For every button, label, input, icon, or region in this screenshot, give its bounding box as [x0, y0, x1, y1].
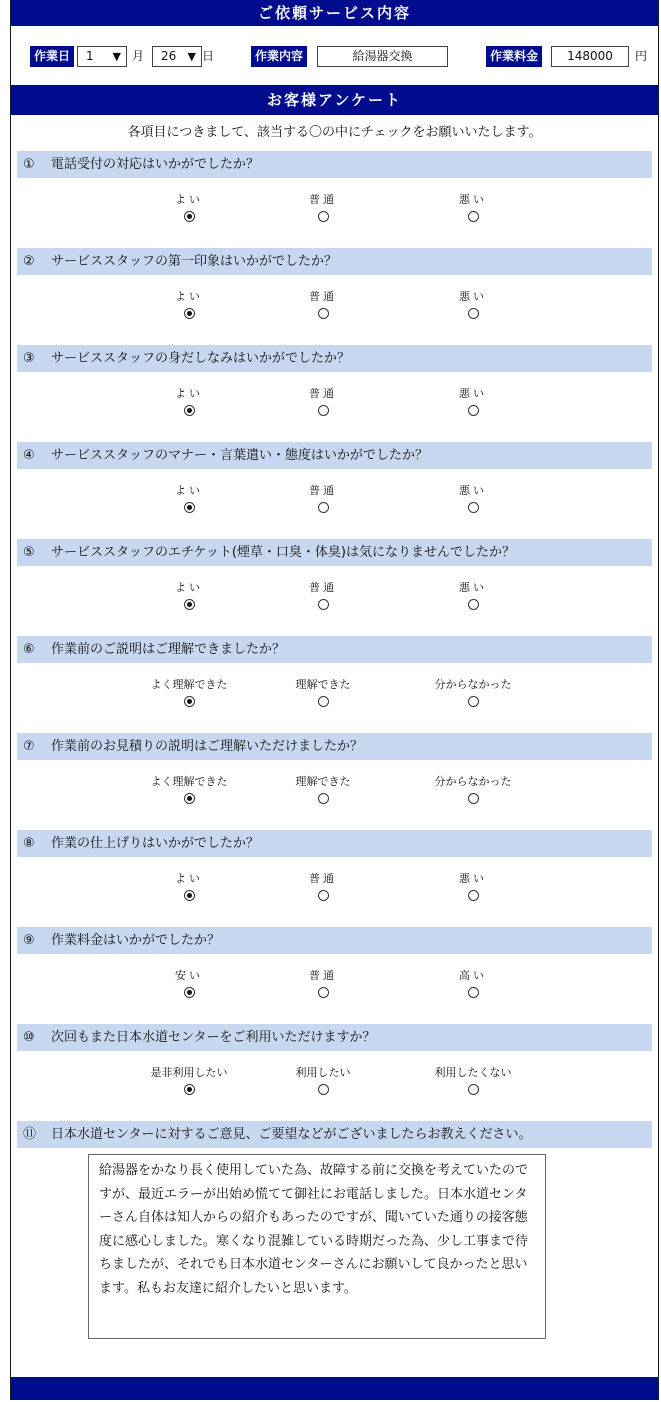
option-label: 普通	[309, 581, 337, 594]
survey-section-title: お客様アンケート	[11, 85, 658, 115]
work-content-field[interactable]: 給湯器交換	[317, 46, 448, 67]
question-number: ⑨	[23, 933, 35, 948]
option-label: 理解できた	[295, 775, 351, 788]
option-label: 普通	[309, 484, 337, 497]
question-1	[11, 151, 658, 248]
answer-option	[129, 678, 249, 711]
answer-option	[413, 775, 533, 808]
option-radio[interactable]	[318, 599, 329, 610]
option-label: 悪い	[459, 387, 487, 400]
question-5	[11, 539, 658, 636]
question-text: 作業前のお見積りの説明はご理解いただけましたか？	[51, 739, 364, 754]
question-9	[11, 927, 658, 1024]
answer-option	[263, 872, 383, 905]
month-value: 1	[86, 49, 94, 63]
question-header	[17, 345, 652, 372]
option-label: 利用したくない	[434, 1066, 512, 1079]
option-radio[interactable]	[318, 502, 329, 513]
answer-option	[413, 484, 533, 517]
option-radio[interactable]	[318, 211, 329, 222]
option-label: よく理解できた	[150, 775, 228, 788]
option-label: 安い	[175, 969, 203, 982]
option-label: 是非利用したい	[150, 1066, 228, 1079]
option-radio[interactable]	[184, 502, 195, 513]
question-number: ⑦	[23, 739, 35, 754]
answer-option	[129, 872, 249, 905]
option-label: 高い	[459, 969, 487, 982]
question-number: ①	[23, 157, 35, 172]
answer-option	[263, 193, 383, 226]
option-label: 悪い	[459, 484, 487, 497]
answer-option	[413, 1066, 533, 1099]
question-number: ⑧	[23, 836, 35, 851]
question-number: ⑩	[23, 1030, 35, 1045]
question-header	[17, 636, 652, 663]
question-header	[17, 830, 652, 857]
option-radio[interactable]	[468, 308, 479, 319]
option-radio[interactable]	[318, 890, 329, 901]
question-text: サービススタッフのエチケット(煙草・口臭・体臭)は気になりませんでしたか？	[51, 545, 515, 560]
option-radio[interactable]	[184, 987, 195, 998]
option-radio[interactable]	[468, 890, 479, 901]
option-label: よい	[175, 193, 203, 206]
month-unit: 月	[132, 49, 145, 63]
question-header	[17, 539, 652, 566]
question-text: 次回もまた日本水道センターをご利用いただけますか？	[51, 1030, 376, 1045]
question-header	[17, 1024, 652, 1051]
answer-option	[129, 387, 249, 420]
option-radio[interactable]	[184, 793, 195, 804]
option-radio[interactable]	[318, 696, 329, 707]
answer-option	[263, 678, 383, 711]
answer-option	[263, 387, 383, 420]
option-label: よい	[175, 387, 203, 400]
option-radio[interactable]	[468, 1084, 479, 1095]
answer-option	[263, 290, 383, 323]
option-radio[interactable]	[184, 599, 195, 610]
answer-option	[129, 290, 249, 323]
option-radio[interactable]	[468, 793, 479, 804]
option-radio[interactable]	[318, 308, 329, 319]
option-label: 普通	[309, 387, 337, 400]
question-number: ④	[23, 448, 35, 463]
option-radio[interactable]	[184, 1084, 195, 1095]
option-radio[interactable]	[318, 405, 329, 416]
question-number: ⑥	[23, 642, 35, 657]
question-number: ③	[23, 351, 35, 366]
option-radio[interactable]	[468, 502, 479, 513]
option-label: 悪い	[459, 290, 487, 303]
option-label: 利用したい	[295, 1066, 351, 1079]
option-radio[interactable]	[184, 696, 195, 707]
question-7	[11, 733, 658, 830]
answer-option	[129, 581, 249, 614]
option-radio[interactable]	[468, 696, 479, 707]
question-header	[17, 248, 652, 275]
question-header	[17, 927, 652, 954]
option-radio[interactable]	[184, 308, 195, 319]
option-label: 分からなかった	[434, 775, 512, 788]
survey-page	[10, 0, 659, 1400]
answer-option	[413, 387, 533, 420]
question-text: 作業料金はいかがでしたか？	[51, 933, 221, 948]
service-details-row	[11, 26, 658, 84]
option-radio[interactable]	[184, 211, 195, 222]
answer-option	[129, 193, 249, 226]
answer-option	[129, 969, 249, 1002]
question-header	[17, 442, 652, 469]
question-2	[11, 248, 658, 345]
answer-option	[413, 193, 533, 226]
answer-option	[413, 290, 533, 323]
question-text: サービススタッフのマナー・言葉遣い・態度はいかがでしたか？	[51, 448, 429, 463]
question-text: 作業前のご説明はご理解できましたか？	[51, 642, 286, 657]
answer-option	[263, 484, 383, 517]
option-label: 普通	[309, 872, 337, 885]
option-radio[interactable]	[318, 1084, 329, 1095]
answer-option	[413, 969, 533, 1002]
option-radio[interactable]	[468, 987, 479, 998]
day-value: 26	[161, 49, 177, 63]
option-label: よく理解できた	[150, 678, 228, 691]
chevron-down-icon: ▼	[187, 50, 196, 63]
chevron-down-icon: ▼	[112, 50, 121, 63]
question-header	[17, 733, 652, 760]
answer-option	[263, 581, 383, 614]
question-6	[11, 636, 658, 733]
option-radio[interactable]	[184, 890, 195, 901]
answer-option	[413, 678, 533, 711]
question-10	[11, 1024, 658, 1121]
option-label: よい	[175, 290, 203, 303]
survey-instructions: 各項目につきまして、該当する〇の中にチェックをお願いいたします。	[127, 125, 542, 140]
question-text: 電話受付の対応はいかがでしたか？	[51, 157, 260, 172]
answer-option	[129, 484, 249, 517]
option-label: 普通	[309, 969, 337, 982]
question-text: 日本水道センターに対するご意見、ご要望などがございましたらお教えください。	[51, 1127, 532, 1142]
option-radio[interactable]	[318, 987, 329, 998]
question-header	[17, 151, 652, 178]
answer-option	[263, 969, 383, 1002]
question-number: ②	[23, 254, 35, 269]
question-3	[11, 345, 658, 442]
work-content-label: 作業内容	[251, 46, 307, 67]
option-radio[interactable]	[468, 599, 479, 610]
option-radio[interactable]	[468, 211, 479, 222]
answer-option	[263, 1066, 383, 1099]
fee-unit: 円	[635, 49, 648, 63]
option-label: 普通	[309, 193, 337, 206]
option-label: 悪い	[459, 581, 487, 594]
question-text: サービススタッフの身だしなみはいかがでしたか？	[51, 351, 351, 366]
day-unit: 日	[202, 49, 215, 63]
option-label: よい	[175, 872, 203, 885]
question-text: 作業の仕上げりはいかがでしたか？	[51, 836, 260, 851]
work-date-label: 作業日	[30, 46, 74, 67]
question-4	[11, 442, 658, 539]
question-number: ⑤	[23, 545, 35, 560]
question-8	[11, 830, 658, 927]
service-section-title: ご依頼サービス内容	[11, 0, 658, 26]
answer-option	[129, 775, 249, 808]
option-label: 理解できた	[295, 678, 351, 691]
option-label: よい	[175, 484, 203, 497]
question-text: サービススタッフの第一印象はいかがでしたか？	[51, 254, 338, 269]
month-select[interactable]	[77, 46, 127, 67]
answer-option	[129, 1066, 249, 1099]
option-label: 分からなかった	[434, 678, 512, 691]
answer-option	[263, 775, 383, 808]
question-number: ⑪	[23, 1127, 37, 1142]
option-radio[interactable]	[184, 405, 195, 416]
option-radio[interactable]	[468, 405, 479, 416]
footer-bar	[11, 1377, 658, 1400]
option-label: よい	[175, 581, 203, 594]
comment-textarea[interactable]: 給湯器をかなり長く使用していた為、故障する前に交換を考えていたのですが、最近エラーが出始め慌てて御社にお電話しました。日本水道センターさん自体は知人からの紹介もあったのですが、聞いていた通りの接客態度に感心しました。寒くなり混雑している時期だった為、少し工事まで待ちましたが、それでも日本水道センターさんにお願いして良かったと思います。私もお友達に紹介したいと思います。	[88, 1154, 546, 1339]
option-radio[interactable]	[318, 793, 329, 804]
day-select[interactable]	[152, 46, 202, 67]
work-fee-label: 作業料金	[486, 46, 542, 67]
answer-option	[413, 872, 533, 905]
option-label: 悪い	[459, 193, 487, 206]
answer-option	[413, 581, 533, 614]
option-label: 悪い	[459, 872, 487, 885]
question-header	[17, 1121, 652, 1148]
option-label: 普通	[309, 290, 337, 303]
work-fee-field[interactable]: 148000	[551, 46, 629, 67]
question-list	[11, 151, 658, 1121]
